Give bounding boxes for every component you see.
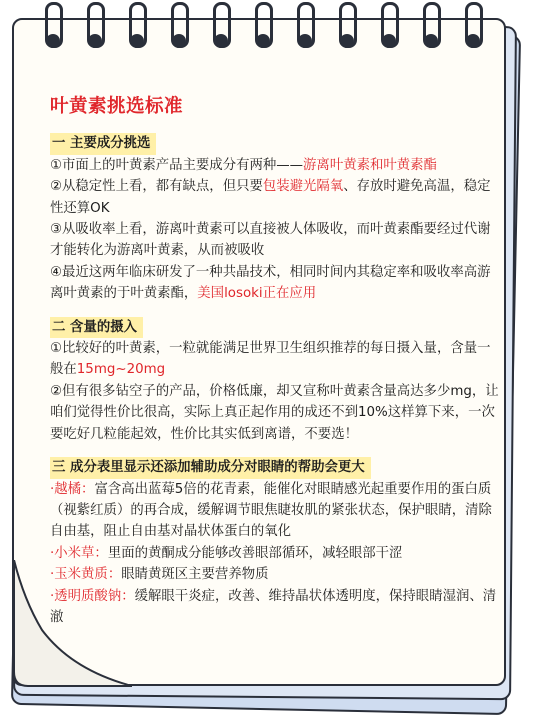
- section-dosage: [50, 317, 500, 445]
- page-title: 叶黄素挑选标准: [50, 96, 184, 117]
- list-item: ·透明质酸钠：缓解眼干炎症，改善、维持晶状体透明度，保持眼睛湿润、清澈: [50, 588, 497, 625]
- list-item: ②从稳定性上看，都有缺点，但只要包装避光隔氧、存放时避免高温，稳定性还算OK: [50, 179, 491, 216]
- spiral-ring-icon: [294, 0, 316, 50]
- list-item: ①比较好的叶黄素，一粒就能满足世界卫生组织推荐的每日摄入量，含量一般在15mg~20mg: [50, 341, 491, 378]
- section-heading: 一 主要成分挑选: [50, 133, 156, 154]
- spiral-ring-icon: [126, 0, 148, 50]
- section-heading: 二 含量的摄入: [50, 317, 143, 338]
- spiral-ring-icon: [378, 0, 400, 50]
- spiral-ring-icon: [420, 0, 442, 50]
- section-auxiliary: [50, 457, 500, 628]
- spiral-ring-icon: [42, 0, 64, 50]
- spiral-ring-icon: [336, 0, 358, 50]
- spiral-ring-icon: [84, 0, 106, 50]
- spiral-binding: [0, 0, 540, 56]
- spiral-ring-icon: [210, 0, 232, 50]
- list-item: ③从吸收率上看，游离叶黄素可以直接被人体吸收，而叶黄素酯要经过代谢才能转化为游离叶黄素，从而被吸收: [50, 222, 491, 259]
- list-item: ·小米草：里面的黄酮成分能够改善眼部循环，减轻眼部干涩: [50, 545, 403, 561]
- section-heading: 三 成分表里显示还添加辅助成分对眼睛的帮助会更大: [50, 457, 371, 478]
- section-ingredients: [50, 133, 500, 304]
- list-item: ②但有很多钻空子的产品，价格低廉，却又宣称叶黄素含量高达多少mg，让咱们觉得性价比很高，实际上真正起作用的成还不到10%这样算下来，一次要吃好几粒能起效，性价比其实低到离谱，不要选！: [50, 383, 499, 442]
- list-item: ④最近这两年临床研发了一种共晶技术，相同时间内其稳定率和吸收率高游离叶黄素的于叶黄素酯，美国losoki正在应用: [50, 264, 491, 302]
- page-content: [50, 96, 500, 640]
- spiral-ring-icon: [462, 0, 484, 50]
- list-item: ①市面上的叶黄素产品主要成分有两种——游离叶黄素和叶黄素酯: [50, 157, 437, 173]
- list-item: ·越橘：富含高出蓝莓5倍的花青素，能催化对眼睛感光起重要作用的蛋白质（视紫红质）的再合成，缓解调节眼焦睫妆肌的紧张状态，保护眼睛，清除自由基，阻止自由基对晶状体蛋白的氧化: [50, 481, 492, 540]
- spiral-ring-icon: [168, 0, 190, 50]
- spiral-ring-icon: [252, 0, 274, 50]
- list-item: ·玉米黄质：眼睛黄斑区主要营养物质: [50, 567, 269, 583]
